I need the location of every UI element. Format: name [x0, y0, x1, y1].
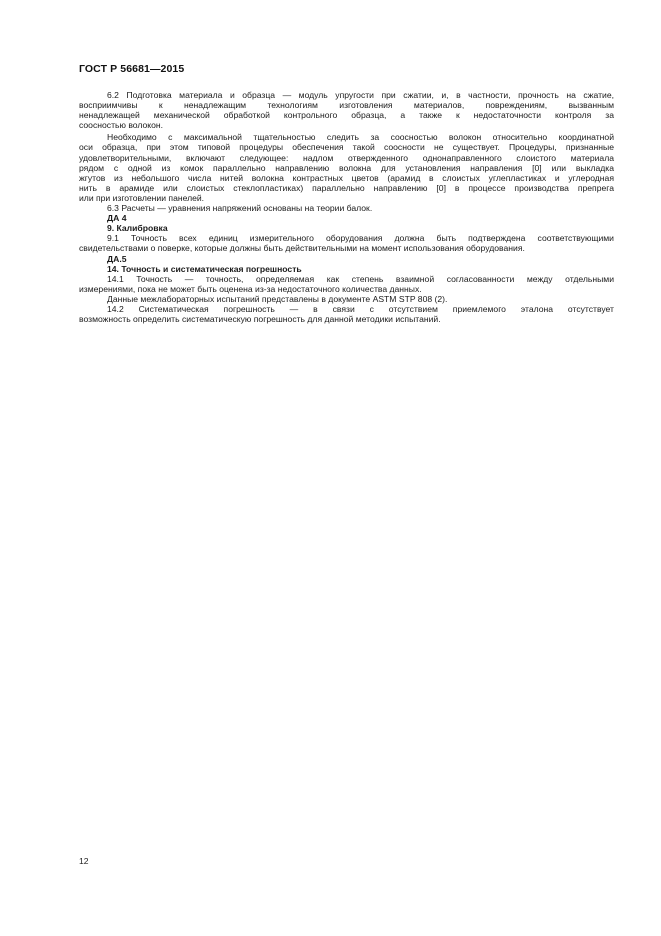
- section-label-da4: ДА 4: [107, 213, 127, 224]
- paragraph-9-1: [79, 233, 614, 253]
- paragraph-fiber-alignment: [79, 132, 614, 203]
- text-line: восприимчивы к ненадлежащим технологиям изготовления материалов, повреждениям, вызванным: [79, 100, 614, 111]
- text-line: возможность определить систематическую погрешность для данной методики испытаний.: [79, 314, 441, 325]
- text-line: соосностью волокон.: [79, 120, 164, 131]
- paragraph-interlab-data: [79, 294, 614, 304]
- text-line: или при изготовлении панелей.: [79, 192, 205, 203]
- text-line: 6.3 Расчеты — уравнения напряжений основаны на теории балок.: [107, 203, 373, 214]
- text-line: Данные межлабораторных испытаний представлены в документе ASTM STP 808 (2).: [107, 293, 448, 304]
- text-line: свидетельствами о поверке, которые должны быть действительными на момент использования оборудования.: [79, 243, 525, 254]
- paragraph-14-2: [79, 304, 614, 324]
- text-line: 14.2 Систематическая погрешность — в связи с отсутствием приемлемого эталона отсутствует: [107, 303, 614, 314]
- section-heading-precision-bias: 14. Точность и систематическая погрешность: [107, 263, 302, 274]
- section-heading-calibration: 9. Калибровка: [107, 223, 168, 234]
- text-line: ненадлежащей механической обработкой контрольного образца, а также к недостаточности контроля за: [79, 110, 614, 121]
- paragraph-6-3: [79, 203, 614, 213]
- document-body: [79, 90, 614, 324]
- text-line: Необходимо с максимальной тщательностью следить за соосностью волокон относительно координатной: [107, 132, 614, 143]
- text-line: 9.1 Точность всех единиц измерительного оборудования должна быть подтверждена соответствующими: [107, 233, 614, 244]
- page-header-standard-id: ГОСТ Р 56681—2015: [79, 63, 185, 75]
- paragraph-6-2: [79, 90, 614, 130]
- page-number: 12: [79, 856, 89, 866]
- text-line: измерениями, пока не может быть оценена из-за недостаточного количества данных.: [79, 283, 422, 294]
- paragraph-14-1: [79, 274, 614, 294]
- text-line: нить в арамиде или слоистых стеклопластиках) параллельно направлению [0] в процессе производства препрега: [79, 182, 614, 193]
- section-label-da5: ДА.5: [107, 253, 127, 264]
- text-line: 6.2 Подготовка материала и образца — модуль упругости при сжатии, и, в частности, прочность на сжатие,: [107, 90, 614, 100]
- text-line: удовлетворительными, включают следующее: надлом отвержденного однонаправленного слоистого материала: [79, 152, 614, 163]
- text-line: 14.1 Точность — точность, определяемая как степень взаимной согласованности между отдельными: [107, 273, 614, 284]
- text-line: оси образца, при этом типовой процедуры обеспечения такой соосности не существует. Процедуры, признанные: [79, 142, 614, 153]
- text-line: рядом с одной из комок параллельно направлению волокна для установления направления [0] или выкладка: [79, 162, 614, 173]
- text-line: жгутов из небольшого числа нитей волокна контрастных цветов (арамид в слоистых углепластиках и углеродная: [79, 172, 614, 183]
